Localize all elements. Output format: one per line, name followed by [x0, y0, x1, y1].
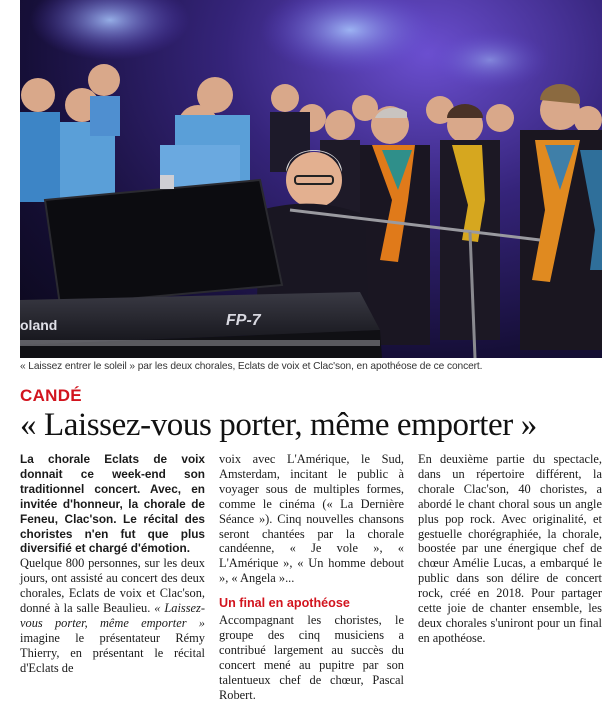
article-paragraph: Accompagnant les choristes, le groupe des cinq musiciens a contribué largement au succès du concert mené au pupitre par son talentueux chef de chœur, Pascal Robert. — [219, 613, 404, 702]
body-quote: « Laissez-vous porter, même emporter » — [20, 601, 205, 630]
article-column-2 — [219, 452, 404, 703]
stage-light — [260, 0, 440, 75]
article-column-3 — [418, 452, 602, 646]
keyboard-brand-label: oland — [20, 317, 58, 333]
article-subhead: Un final en apothéose — [219, 596, 350, 611]
article-column-1 — [20, 452, 205, 676]
music-stand — [45, 180, 282, 305]
photo-caption: « Laissez entrer le soleil » par les deux chorales, Eclats de voix et Clac'son, en apothéose de ce concert. — [20, 361, 483, 372]
stage-light — [30, 0, 190, 60]
concert-photo-illustration — [20, 0, 602, 358]
stage-light — [430, 30, 550, 90]
article-paragraph: voix avec L'Amérique, le Sud, Amsterdam, incitant le public à voyager sous de multiples formes, comme le cinéma (« La Dernière Séance »). Cinq nouvelles chansons seront chantées par la chorale candéenne, « Je vole », « L'Amérique », « Un homme debout », « Angela »... — [219, 452, 404, 586]
concert-photo — [20, 0, 602, 358]
section-kicker: CANDÉ — [20, 386, 82, 405]
article-headline: « Laissez-vous porter, même emporter » — [20, 407, 537, 443]
body-text: Quelque 800 personnes, sur les deux jours, ont assisté au concert des deux chorales, Eclats de voix et Clac'son, donné à la salle Beaulieu. — [20, 556, 205, 616]
body-text: imagine le présentateur Rémy Thierry, en présentant le récital d'Eclats de — [20, 630, 205, 675]
keyboard-model-label: FP-7 — [226, 312, 261, 329]
article-paragraph: En deuxième partie du spectacle, dans un répertoire différent, la chorale Clac'son, 40 choristes, a abordé le chant choral sous un angle plus pop rock. Avec originalité, et gestuelle chorégraphiée, la chorale, boostée par une énergique chef de chœur Amélie Lucas, a embarqué le public dans son délire de concert rock, créé en 2018. Pour partager cette joie de chanter ensemble, les deux chorales s'uniront pour un final en apothéose. — [418, 452, 602, 645]
article-paragraph — [20, 556, 205, 675]
article-lead: La chorale Eclats de voix donnait ce week-end son traditionnel concert. Avec, en invitée d'honneur, la chorale de Feneu, Clac'son. Le récital des choristes n'en fut que plus diversifié et chargé d'émotion. — [20, 452, 205, 556]
